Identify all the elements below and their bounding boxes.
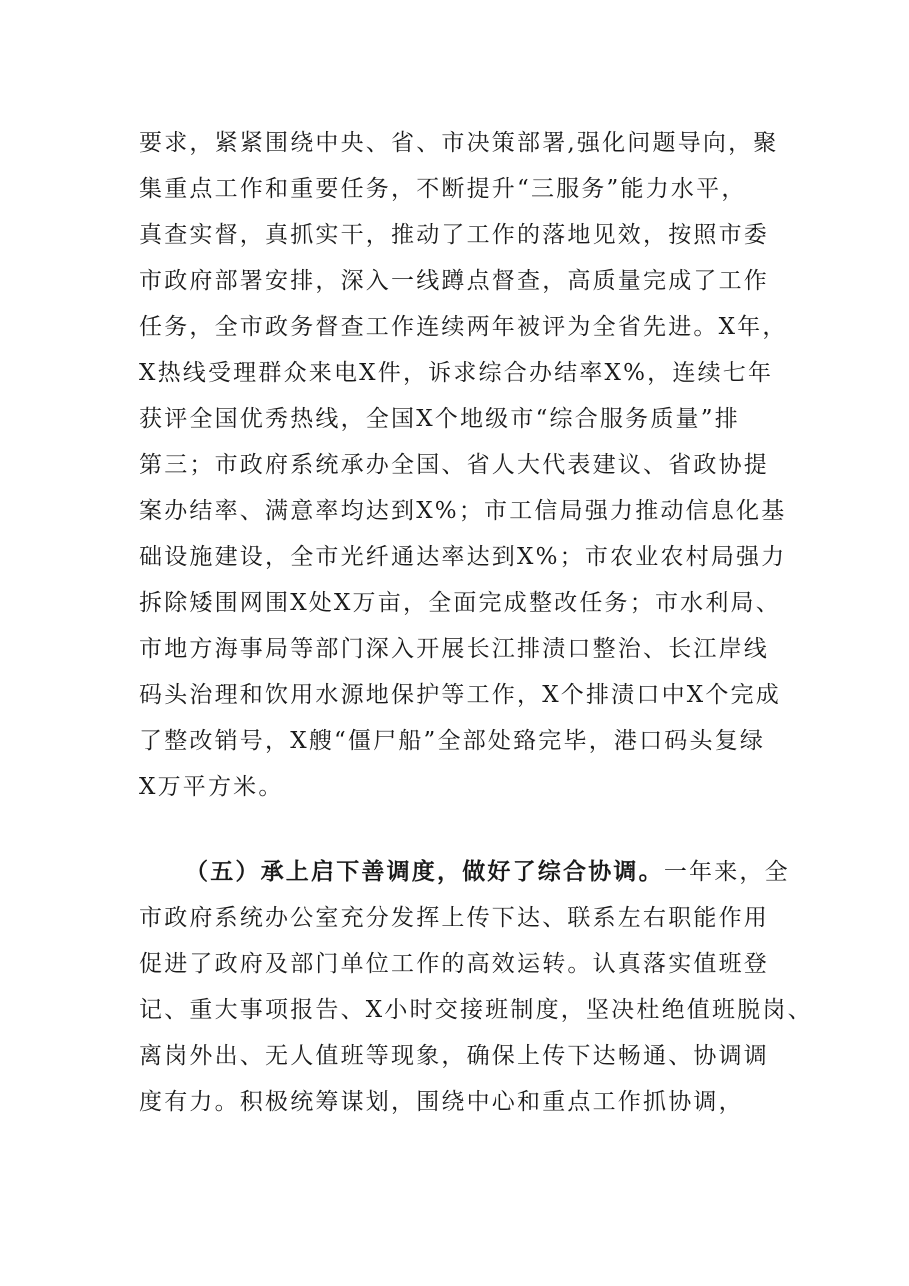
paragraph-line: 要求，紧紧围绕中央、省、市决策部署,强化问题导向，聚 (139, 130, 779, 156)
paragraph-line: 任务，全市政务督查工作连续两年被评为全省先进。X年， (139, 314, 788, 340)
paragraph-2 (139, 849, 813, 1125)
paragraph-line: 案办结率、满意率均达到X%；市工信局强力推动信息化基 (139, 498, 787, 524)
paragraph-line: X万平方米。 (139, 774, 284, 800)
section-heading: （五）承上启下善调度，做好了综合协调。 (185, 859, 664, 885)
paragraph-line: 获评全国优秀热线，全国X个地级市“综合服务质量”排 (139, 406, 740, 432)
paragraph-line: 离岗外出、无人值班等现象，确保上传下达畅通、协调调 (139, 1043, 769, 1069)
paragraph-first-line (139, 849, 790, 895)
paragraph-1 (139, 120, 788, 810)
paragraph-line: 集重点工作和重要任务，不断提升“三服务”能力水平， (139, 176, 747, 202)
paragraph-line: 了整改销号，X艘“僵尸船”全部处臵完毕，港口码头复绿 (139, 728, 766, 754)
paragraph-line: 市政府部署安排，深入一线蹲点督查，高质量完成了工作 (139, 268, 769, 294)
paragraph-line: 度有力。积极统筹谋划，围绕中心和重点工作抓协调， (139, 1089, 744, 1115)
paragraph-line: 市政府系统办公室充分发挥上传下达、联系左右职能作用 (139, 905, 769, 931)
paragraph-line: 真查实督，真抓实干，推动了工作的落地见效，按照市委 (139, 222, 769, 248)
paragraph-line: 促进了政府及部门单位工作的高效运转。认真落实值班登 (139, 951, 769, 977)
paragraph-line: 拆除矮围网围X处X万亩，全面完成整改任务；市水利局、 (139, 590, 781, 616)
paragraph-line-rest: 一年来，全 (663, 859, 790, 885)
paragraph-line: 第三；市政府系统承办全国、省人大代表建议、省政协提 (139, 452, 769, 478)
paragraph-line: 码头治理和饮用水源地保护等工作，X个排渍口中X个完成 (139, 682, 781, 708)
paragraph-line: 市地方海事局等部门深入开展长江排渍口整治、长江岸线 (139, 636, 769, 662)
paragraph-line: 础设施建设，全市光纤通达率达到X%；市农业农村局强力 (139, 544, 787, 570)
paragraph-line: 记、重大事项报告、X小时交接班制度，坚决杜绝值班脱岗、 (139, 997, 813, 1023)
paragraph-line: X热线受理群众来电X件，诉求综合办结率X%，连续七年 (139, 360, 774, 386)
